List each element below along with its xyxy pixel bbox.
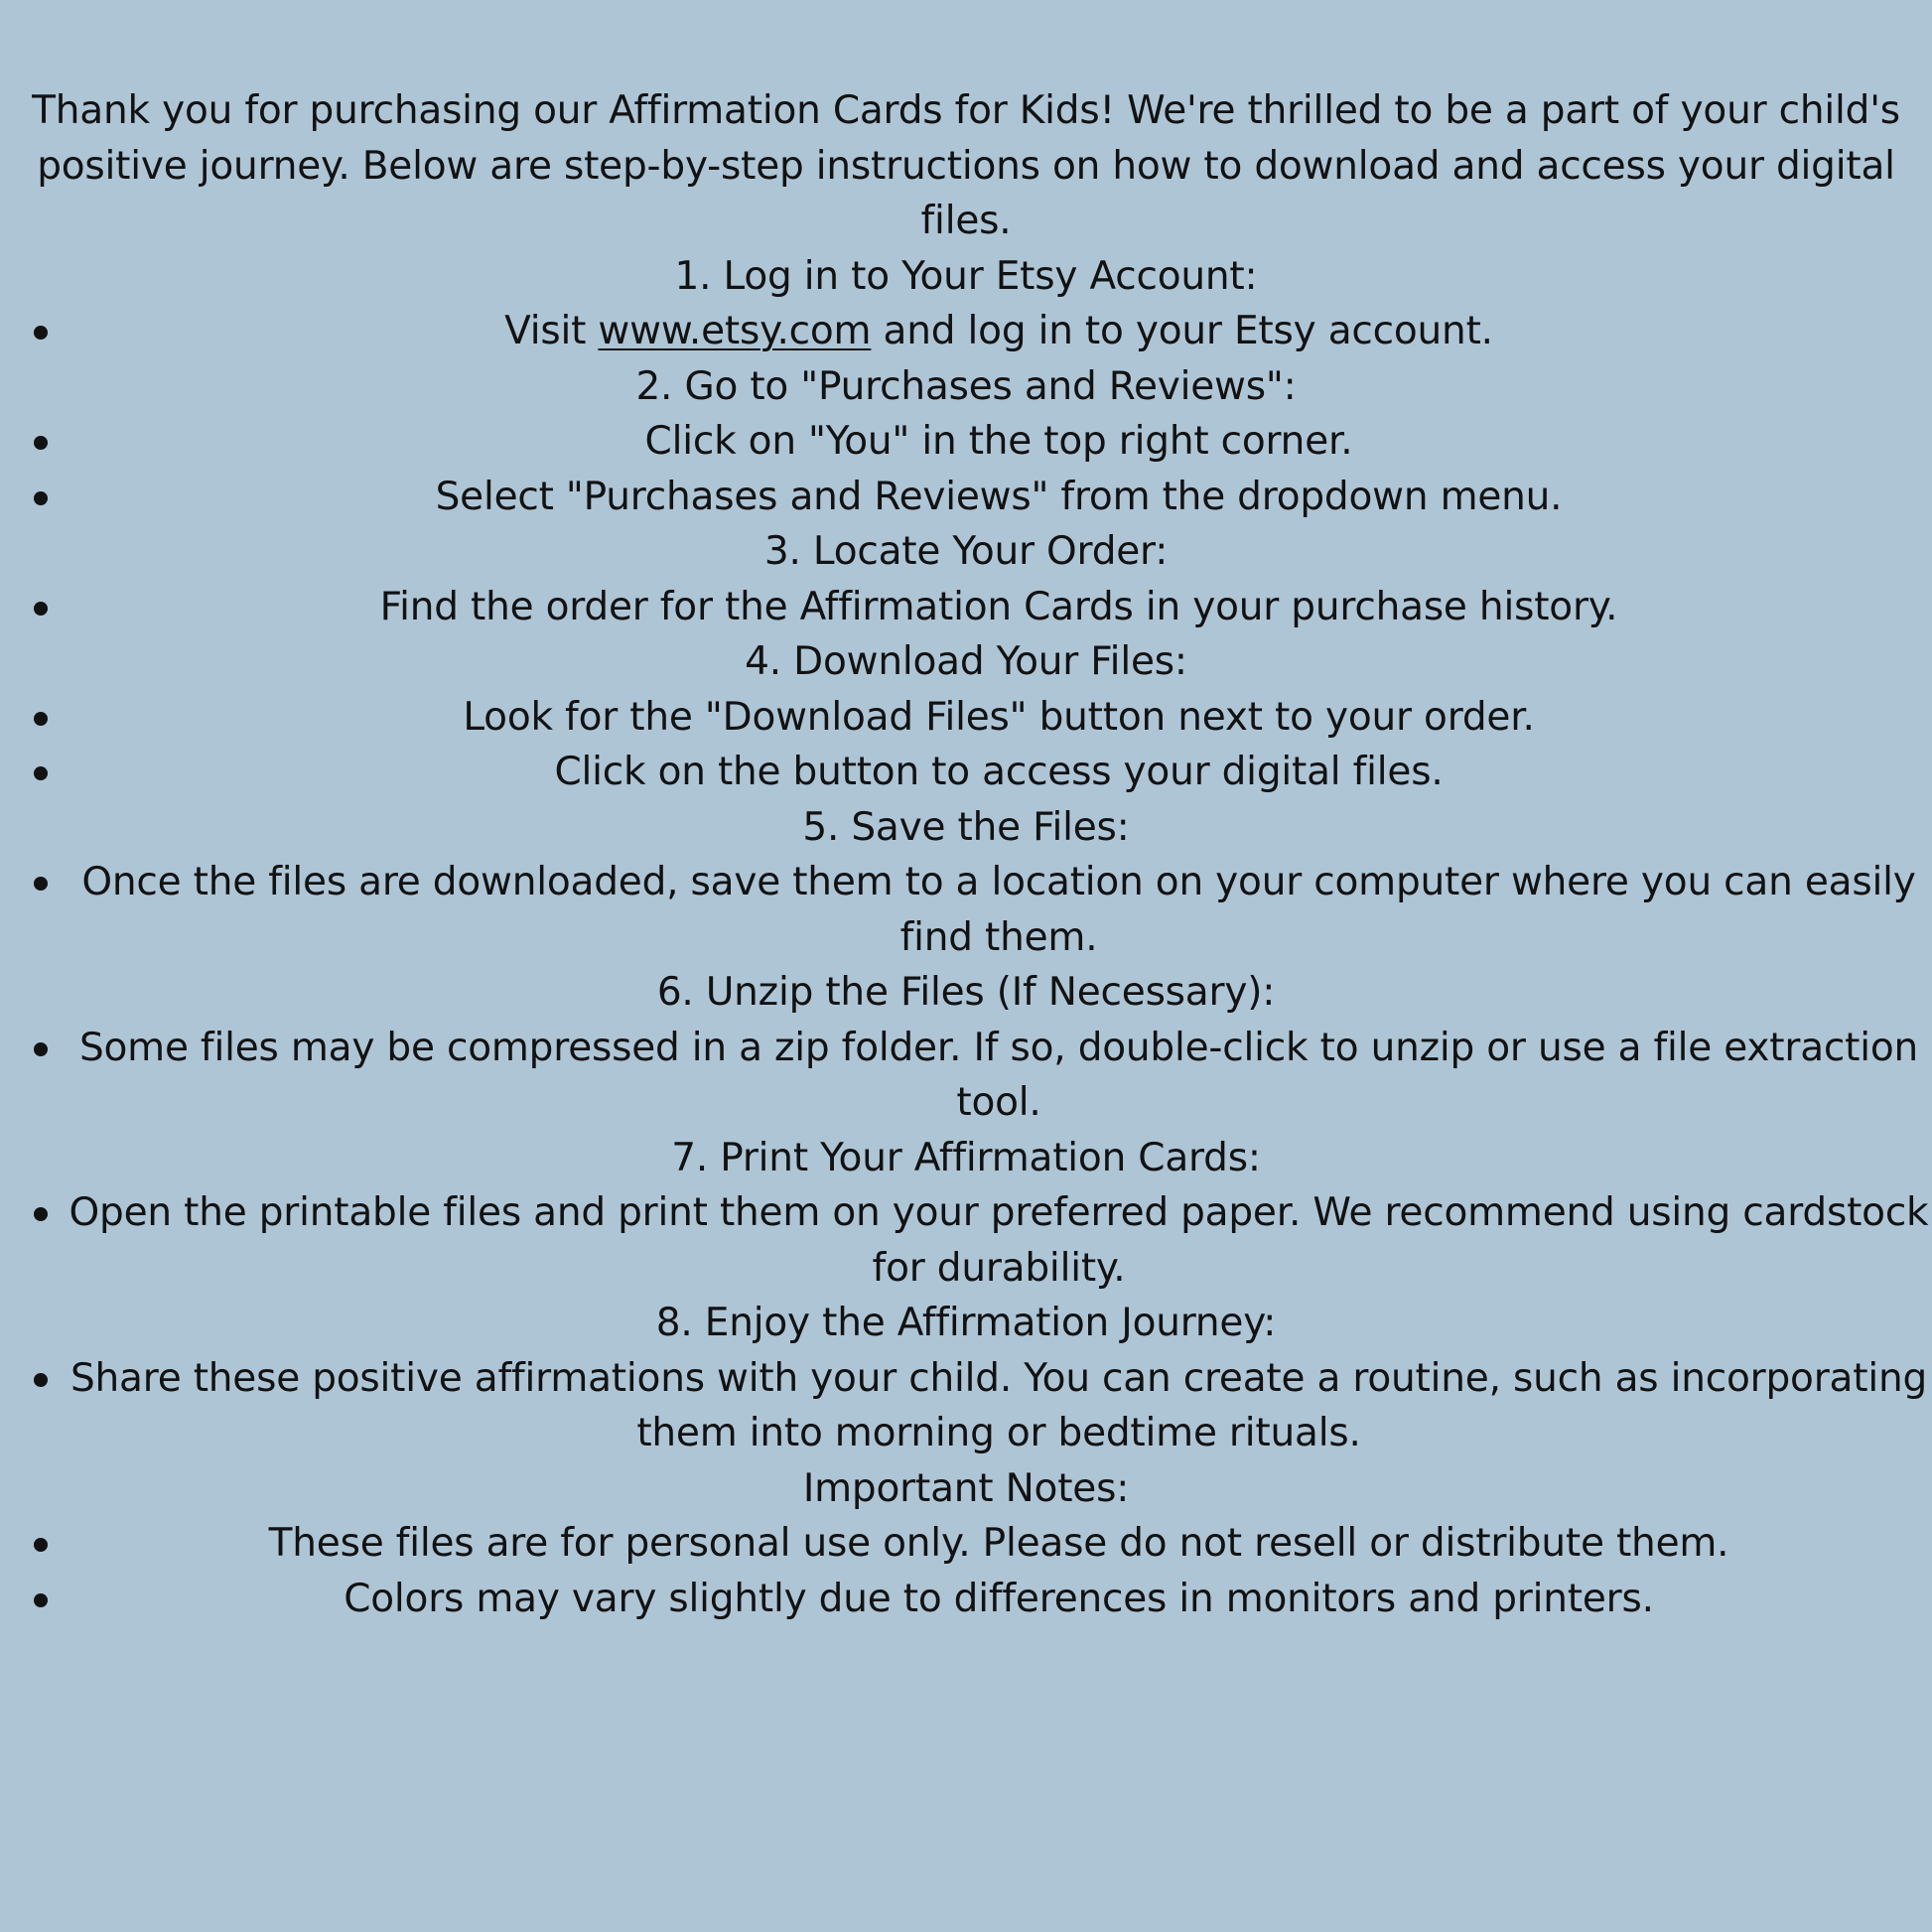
bullet-text: Share these positive affirmations with your child. You can create a routine, such as incorporating them into morning or bedtime rituals. bbox=[69, 1355, 1928, 1455]
step-4-heading: 4. Download Your Files: bbox=[745, 639, 1187, 684]
bullet-text: Click on "You" in the top right corner. bbox=[644, 419, 1353, 464]
bullet-icon bbox=[34, 1042, 48, 1056]
step-3-bullet-1 bbox=[0, 580, 1932, 635]
etsy-link[interactable]: www.etsy.com bbox=[598, 309, 872, 353]
bullet-icon bbox=[34, 1593, 48, 1607]
instructions-list bbox=[0, 249, 1932, 1627]
bullet-icon bbox=[34, 766, 48, 780]
bullet-icon bbox=[34, 602, 48, 616]
bullet-icon bbox=[34, 1373, 48, 1387]
bullet-text: Some files may be compressed in a zip folder. If so, double-click to unzip or use a file extraction tool. bbox=[78, 1025, 1919, 1125]
step-8-bullet-1 bbox=[0, 1351, 1932, 1461]
bullet-icon bbox=[34, 877, 48, 891]
step-2-heading: 2. Go to "Purchases and Reviews": bbox=[635, 363, 1297, 409]
bullet-icon bbox=[34, 326, 48, 340]
bullet-text: Colors may vary slightly due to differences in monitors and printers. bbox=[344, 1576, 1654, 1621]
bullet-text: Click on the button to access your digital files. bbox=[554, 750, 1444, 794]
step-6-heading: 6. Unzip the Files (If Necessary): bbox=[656, 970, 1276, 1015]
bullet-text: Find the order for the Affirmation Cards in your purchase history. bbox=[379, 584, 1618, 629]
bullet-text: Once the files are downloaded, save them to a location on your computer where you can easily find them. bbox=[81, 860, 1916, 960]
step-1-bullet-1 bbox=[0, 304, 1932, 359]
step-5-heading: 5. Save the Files: bbox=[802, 804, 1130, 850]
bullet-text: These files are for personal use only. Please do not resell or distribute them. bbox=[268, 1521, 1729, 1566]
bullet-suffix: and log in to your Etsy account. bbox=[871, 309, 1493, 353]
intro-paragraph: Thank you for purchasing our Affirmation Cards for Kids! We're thrilled to be a part of your child's positive journey. Below are step-by-step instructions on how to download and access your digital files. bbox=[32, 88, 1900, 243]
bullet-text: Select "Purchases and Reviews" from the dropdown menu. bbox=[435, 474, 1563, 519]
step-8-heading: 8. Enjoy the Affirmation Journey: bbox=[655, 1301, 1277, 1345]
bullet-text: Look for the "Download Files" button next to your order. bbox=[463, 694, 1535, 740]
step-7-bullet-1 bbox=[0, 1185, 1932, 1296]
bullet-icon bbox=[34, 491, 48, 505]
step-4-bullet-2 bbox=[0, 745, 1932, 800]
notes-bullet-2 bbox=[0, 1572, 1932, 1627]
bullet-icon bbox=[34, 436, 48, 450]
step-7-heading: 7. Print Your Affirmation Cards: bbox=[671, 1135, 1261, 1180]
bullet-icon bbox=[34, 712, 48, 726]
step-1-heading: 1. Log in to Your Etsy Account: bbox=[674, 253, 1258, 299]
notes-heading: Important Notes: bbox=[802, 1465, 1130, 1511]
step-2-bullet-1 bbox=[0, 414, 1932, 470]
bullet-prefix: Visit bbox=[504, 309, 599, 353]
step-4-bullet-1 bbox=[0, 690, 1932, 746]
bullet-icon bbox=[34, 1538, 48, 1552]
step-1-bullet-text bbox=[66, 304, 1932, 359]
step-2-bullet-2 bbox=[0, 470, 1932, 525]
step-3-heading: 3. Locate Your Order: bbox=[763, 529, 1169, 574]
notes-bullet-1 bbox=[0, 1516, 1932, 1572]
step-5-bullet-1 bbox=[0, 855, 1932, 965]
step-6-bullet-1 bbox=[0, 1021, 1932, 1131]
bullet-text: Open the printable files and print them on your preferred paper. We recommend using cardstock for durability. bbox=[69, 1190, 1929, 1291]
bullet-icon bbox=[34, 1207, 48, 1221]
